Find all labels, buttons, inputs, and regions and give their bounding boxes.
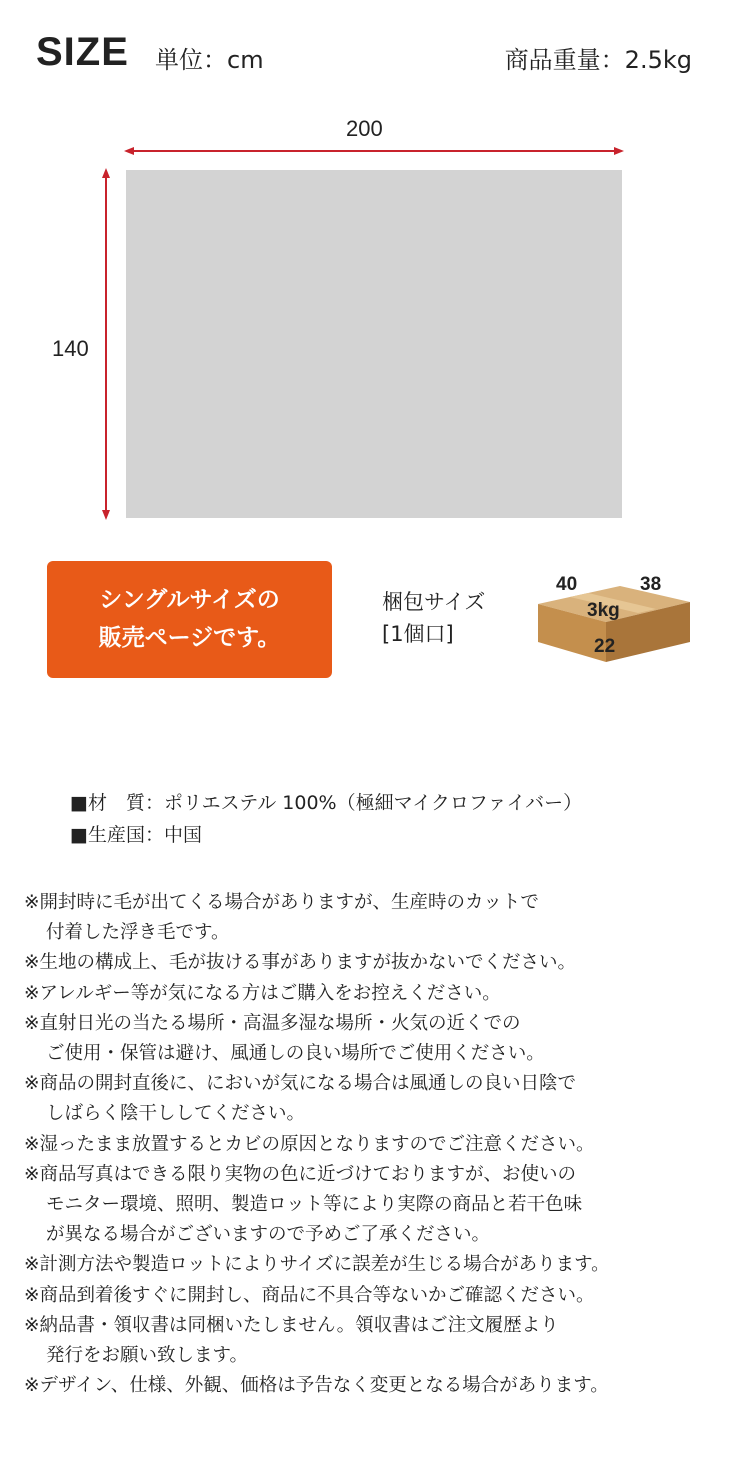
package-size-label — [382, 586, 485, 650]
package-label-line-2: [1個口] — [382, 622, 454, 646]
notes-list — [24, 888, 734, 1401]
note-line: ※商品写真はできる限り実物の色に近づけておりますが、お使いの — [24, 1163, 577, 1185]
material-spec: ■材 質：ポリエステル 100%（極細マイクロファイバー） — [70, 792, 583, 814]
note-line: ※デザイン、仕様、外観、価格は予告なく変更となる場合があります。 — [24, 1375, 609, 1397]
product-weight: 商品重量：2.5kg — [504, 46, 692, 74]
note-line: ※商品の開封直後に、においが気になる場合は風通しの良い日陰で — [24, 1073, 577, 1095]
note-line: ※商品到着後すぐに開封し、商品に不具合等ないかご確認ください。 — [24, 1284, 595, 1306]
note-line: 発行をお願い致します。 — [46, 1345, 249, 1367]
width-arrow-right-head — [614, 147, 624, 155]
package-label-line-1: 梱包サイズ — [382, 590, 486, 614]
height-arrow-bottom-head — [102, 510, 110, 520]
unit-label: 単位：cm — [155, 46, 264, 74]
note-line: が異なる場合がございますので予めご了承ください。 — [46, 1224, 491, 1246]
note-line: モニター環境、照明、製造ロット等により実際の商品と若干色味 — [46, 1194, 583, 1216]
note-line: ※生地の構成上、毛が抜ける事がありますが抜かないでください。 — [24, 952, 577, 974]
note-line: ご使用・保管は避け、風通しの良い場所でご使用ください。 — [46, 1043, 545, 1065]
origin-spec: ■生産国：中国 — [70, 824, 202, 846]
package-dim-c: 22 — [594, 636, 616, 657]
note-line: ※アレルギー等が気になる方はご購入をお控えください。 — [24, 982, 501, 1004]
height-arrow-top-head — [102, 168, 110, 178]
width-arrow-left-head — [124, 147, 134, 155]
width-label: 200 — [346, 116, 383, 141]
size-title: SIZE — [36, 30, 129, 74]
package-weight: 3kg — [587, 600, 620, 621]
badge-line-2: 販売ページです。 — [98, 625, 281, 651]
note-line: 付着した浮き毛です。 — [46, 922, 230, 944]
note-line: ※計測方法や製造ロットによりサイズに誤差が生じる場合があります。 — [24, 1254, 610, 1276]
note-line: ※納品書・領収書は同梱いたしません。領収書はご注文履歴より — [24, 1314, 559, 1336]
package-dim-a: 40 — [556, 574, 578, 595]
height-label: 140 — [52, 336, 89, 361]
badge-line-1: シングルサイズの — [99, 587, 280, 613]
dimension-arrows — [0, 0, 740, 560]
note-line: しばらく陰干ししてください。 — [46, 1103, 306, 1125]
package-dim-b: 38 — [640, 574, 662, 595]
note-line: ※開封時に毛が出てくる場合がありますが、生産時のカットで — [24, 892, 539, 913]
note-line: ※直射日光の当たる場所・高温多湿な場所・火気の近くでの — [24, 1012, 521, 1034]
note-line: ※湿ったまま放置するとカビの原因となりますのでご注意ください。 — [24, 1133, 595, 1155]
single-size-badge — [47, 561, 332, 678]
